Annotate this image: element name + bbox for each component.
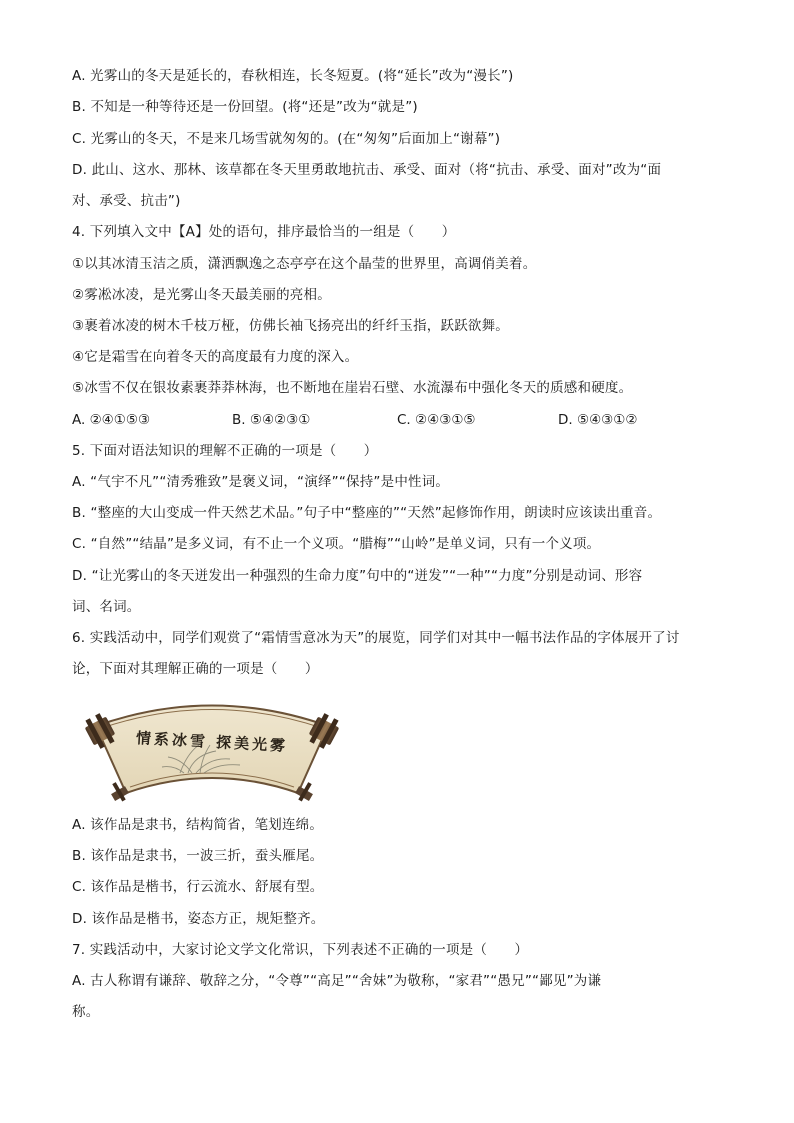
q4-sentence-2: ②雾凇冰凌，是光雾山冬天最美丽的亮相。 — [72, 287, 331, 303]
q6-option-c: C. 该作品是楷书，行云流水、舒展有型。 — [72, 879, 324, 895]
q4-options — [72, 410, 722, 430]
q4-option-b: B. ⑤④②③① — [232, 412, 311, 428]
q4-sentence-5: ⑤冰雪不仅在银妆素裹莽莽林海，也不断地在崖岩石壁、水流瀑布中强化冬天的质感和硬度。 — [72, 380, 633, 396]
calligraphy-text: 情系冰雪 探美光雾 — [135, 729, 289, 755]
q6-option-a: A. 该作品是隶书，结构简省，笔划连绵。 — [72, 817, 324, 833]
q3-option-d: D. 此山、这水、那林、该草都在冬天里勇敢地抗击、承受、面对（将“抗击、承受、面对”改为“面 — [72, 162, 662, 178]
q5-option-c: C. “自然”“结晶”是多义词，有不止一个义项。“腊梅”“山岭”是单义词，只有一个义项。 — [72, 536, 601, 552]
question-6: 6. 实践活动中，同学们观赏了“霜情雪意冰为天”的展览，同学们对其中一幅书法作品的字体展开了讨 — [72, 630, 680, 646]
q7-option-a: A. 古人称谓有谦辞、敬辞之分，“令尊”“高足”“舍妹”为敬称，“家君”“愚兄”“鄙见”为谦 — [72, 973, 602, 989]
q4-sentence-4: ④它是霜雪在向着冬天的高度最有力度的深入。 — [72, 349, 359, 365]
q5-option-b: B. “整座的大山变成一件天然艺术品。”句子中“整座的”“天然”起修饰作用，朗读时应该读出重音。 — [72, 505, 662, 521]
question-4: 4. 下列填入文中【A】处的语句，排序最恰当的一组是（ ） — [72, 224, 456, 240]
q6-option-b: B. 该作品是隶书，一波三折，蚕头雁尾。 — [72, 848, 324, 864]
q5-option-d-cont: 词、名词。 — [72, 599, 141, 615]
q4-option-d: D. ⑤④③①② — [558, 412, 638, 428]
q5-option-a: A. “气宇不凡”“清秀雅致”是褒义词，“演绎”“保持”是中性词。 — [72, 474, 450, 490]
q7-option-a-cont: 称。 — [72, 1004, 100, 1020]
q4-option-c: C. ②④③①⑤ — [397, 412, 476, 428]
q3-option-b: B. 不知是一种等待还是一份回望。(将“还是”改为“就是”) — [72, 99, 418, 115]
q3-option-a: A. 光雾山的冬天是延长的，春秋相连，长冬短夏。(将“延长”改为“漫长”) — [72, 68, 514, 84]
question-7: 7. 实践活动中，大家讨论文学文化常识，下列表述不正确的一项是（ ） — [72, 942, 529, 958]
q3-option-d-cont: 对、承受、抗击”) — [72, 193, 181, 209]
q4-sentence-1: ①以其冰清玉洁之质，潇洒飘逸之态亭亭在这个晶莹的世界里，高调俏美着。 — [72, 256, 537, 272]
q5-option-d: D. “让光雾山的冬天迸发出一种强烈的生命力度”句中的“迸发”“一种”“力度”分别是动词、形容 — [72, 568, 643, 584]
question-6-cont: 论，下面对其理解正确的一项是（ ） — [72, 661, 319, 677]
q4-option-a: A. ②④①⑤③ — [72, 412, 151, 428]
calligraphy-fan-image — [84, 699, 340, 803]
q6-option-d: D. 该作品是楷书，姿态方正，规矩整齐。 — [72, 911, 325, 927]
q4-sentence-3: ③裹着冰凌的树木千枝万桠，仿佛长袖飞扬亮出的纤纤玉指，跃跃欲舞。 — [72, 318, 510, 334]
question-5: 5. 下面对语法知识的理解不正确的一项是（ ） — [72, 443, 378, 459]
q3-option-c: C. 光雾山的冬天，不是来几场雪就匆匆的。(在“匆匆”后面加上“谢幕”) — [72, 131, 501, 147]
